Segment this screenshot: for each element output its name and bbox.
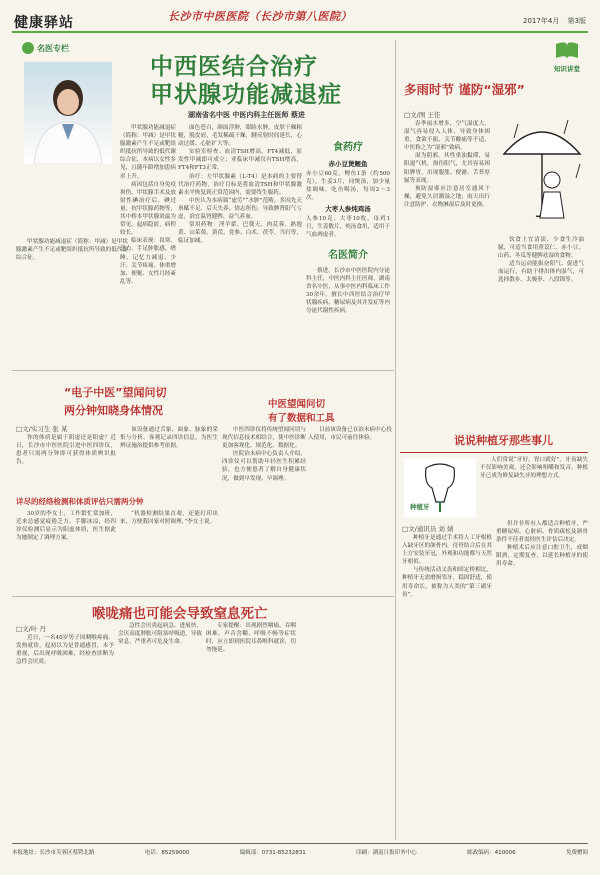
divider-right-vertical — [395, 40, 396, 840]
plant-col1: 种植牙是通过手术将人工牙根植入缺牙区的颌骨内，待骨结合后在其上方安装牙冠，外观和功能都与天然牙相似。 与传统活动义齿和固定桥相比，种植牙无需磨损邻牙，稳固舒适，使用寿命长，被称为人类的“第三副牙齿”。 — [402, 535, 492, 598]
doctor-photo — [24, 62, 112, 164]
therapy-text: 赤小豆60克，鲤鱼1条（约500克），生姜3片，同煲汤，加少量盐调味，吃鱼喝汤，每周2～3次。 — [306, 171, 390, 202]
plant-col2: 但并非所有人都适合种植牙，严重糖尿病、心脏病、骨质疏松及颌骨条件不佳者需经医生评估后决定。 种植术后应注意口腔卫生，戒烟限酒，定期复查，以延长种植牙的使用寿命。 — [496, 521, 588, 568]
section-title: 健康驿站 — [14, 15, 74, 31]
plant-title-rule — [400, 452, 588, 453]
doctor-intro-text: 蔡进，长沙市中医医院内分泌科主任，中医内科主任医师，湖南省名中医，从事中医内科临床工作30余年，擅长中西医结合治疗甲状腺疾病、糖尿病及其并发症等内分泌代谢性疾病。 — [306, 268, 390, 315]
tools-title-line2: 有了数据和工具 — [268, 413, 335, 424]
e-col3: 30岁的李女士，工作繁忙常加班，近来总感觉疲倦乏力、手脚冰凉，经四诊仪检测后显示为阳虚体质，医生据此为她制定了调理方案。 — [16, 511, 116, 542]
expert-column — [12, 38, 132, 368]
main-title-line1: 中西医结合治疗 — [150, 54, 318, 80]
expert-intro: 甲状腺功能减退症（简称：甲减）是甲状腺激素产生不足或靶组织抵抗所导致的低代谢综合征。 — [16, 239, 128, 262]
e-col1: 你的体质是属于阴虚还是阳虚？近日，长沙市中医医院引进中医四诊仪，患者只需两分钟即可获得体质辨识报告。 — [16, 435, 116, 466]
plant-col-right-top: 人们常说“牙好，胃口就好”。牙齿缺失不仅影响美观，还会影响咀嚼和发音，种植牙已成为修复缺失牙的理想方式。 — [480, 457, 588, 480]
footer-note: 免费赠阅 — [565, 850, 588, 856]
masthead-logo: 长沙市中医医院（长沙市第八医院） — [168, 10, 352, 23]
plant-author: □文/通讯员 刘 婧 — [402, 525, 454, 533]
expert-tag: 名医专栏 — [22, 42, 69, 54]
tooth-label: 种植牙 — [410, 503, 430, 511]
footer-print: 印刷：湖南日报印务中心 — [356, 850, 417, 856]
season-author: □文/图 王佳 — [404, 111, 441, 119]
e-title-line2: 两分钟知晓身体情况 — [64, 404, 163, 417]
e-col4: “机器检测结果直观，还能打印出来，方便我回家对照调理。”李女士说。 — [120, 511, 218, 526]
e-col2: 该设备通过舌象、面象、脉象的采集与分析，客观记录四诊信息，为医生辨证施治提供参考依据。 — [120, 427, 218, 450]
e-author: □文/实习生 张 某 — [16, 425, 68, 433]
page-number: 第3版 — [567, 17, 586, 25]
divider-bottom-horizontal — [12, 596, 394, 597]
main-col2: 面色苍白，颜面浮肿，眼睑水肿，皮肤干燥粗糙，脱皮屑，毛发稀疏干燥，腱反射时间延长，心动过缓、心脏扩大等。 实验室检查：血清TSH增高，FT4减低，原发性甲减即可成立；亚临床甲减仅有TSH增高，FT4和FT3正常。 治疗：左甲状腺素（L-T4）是本病的主要替代治疗药物，治疗目标是将血清TSH和甲状腺激素水平恢复到正常范围内，需要终生服药。 中医认为本病属“虚劳”“水肿”范畴，多因先天禀赋不足、后天失养、情志所伤，导致脾肾阳气亏虚，治宜温肾健脾、益气养血。 常用药物：淫羊藿、巴戟天、肉苁蓉、熟地黄、山茱萸、黄芪、党参、白术、茯苓、当归等，临证加减。 — [178, 125, 302, 245]
tools-col2: 目前该设备已在治未病中心投入使用，市民可前往体验。 — [308, 427, 392, 442]
stroke-author: □文/叶 丹 — [16, 625, 46, 633]
date-label: 2017年4月 — [523, 17, 560, 25]
main-col1: 甲状腺功能减退症（简称：甲减）是甲状腺激素产生不足或靶组织抵抗所导致的低代谢综合征，本病以女性多见，且随年龄增加患病率上升。 病因包括自身免疫损伤、甲状腺手术及放射性碘治疗后、碘过量、抗甲状腺药物等，其中桥本甲状腺炎最为常见。起病隐匿，病程较长。 临床表现：畏寒、乏力、手足肿胀感、嗜睡、记忆力减退、少汗、关节疼痛、体重增加、便秘、女性月经紊乱等。 — [120, 125, 176, 285]
book-icon — [554, 40, 580, 60]
season-col2: 饮食上宜清淡，少食生冷油腻，可适当食用薏苡仁、赤小豆、山药、冬瓜等健脾祛湿的食物。 适当运动能振奋阳气、促进气血运行，有助于排出体内湿气，可选择散步、太极拳、八段锦等。 — [498, 237, 584, 284]
therapy-box — [306, 124, 390, 242]
main-title-line2: 甲状腺功能减退症 — [150, 82, 342, 108]
footer-zip: 邮政编码：410006 — [467, 850, 516, 856]
stroke-col2: 急性会厌炎起病急、进展快，会厌高度肿胀可阻塞呼吸道，导致窒息，严重者可危及生命。 — [118, 623, 202, 646]
leaf-icon — [22, 42, 34, 54]
main-byline: 湖南省名中医 中医内科主任医师 蔡进 — [188, 111, 305, 119]
therapy-text2: 人参10克，大枣10枚，母鸡1只，生姜数片，炖汤食用，适用于气血两虚者。 — [306, 216, 390, 239]
footer — [12, 848, 588, 856]
doctor-intro-title: 名医简介 — [328, 250, 368, 261]
stroke-col1: 近日，一名40岁男子因咽喉疼痛、发热就诊，起初以为是普通感冒，未予重视，后出现呼吸困难，经检查诊断为急性会厌炎。 — [16, 635, 114, 666]
footer-email: 编辑部：0731-85232831 — [239, 850, 306, 856]
tooth-illustration — [404, 458, 476, 518]
footer-rule — [12, 843, 588, 844]
season-title: 多雨时节 谨防“湿邪” — [404, 82, 525, 97]
knowledge-tag: 知识讲堂 — [548, 40, 586, 73]
therapy-subtitle2: 大枣人参炖鸡汤 — [325, 205, 371, 213]
doctor-intro-box — [306, 246, 390, 364]
issue-date — [523, 16, 586, 26]
therapy-subtitle: 赤小豆煲鲤鱼 — [328, 160, 368, 168]
season-article — [398, 36, 590, 416]
footer-tel: 电话：85259000 — [144, 850, 190, 856]
umbrella-illustration — [498, 114, 586, 230]
therapy-title: 食药疗 — [333, 142, 363, 153]
header-rule — [12, 31, 588, 33]
stroke-title: 喉咙痛也可能会导致窒息死亡 — [92, 606, 268, 622]
stroke-col3: 专家提醒：出现剧烈咽痛、吞咽困难、声音含糊、呼吸不畅等症状时，应立即到医院耳鼻喉科就诊，切勿拖延。 — [206, 623, 296, 654]
e-subhead: 详尽的经络检测和体质评估只需两分钟 — [16, 497, 144, 506]
e-title-line1: “电子中医”望闻问切 — [64, 386, 167, 399]
divider-mid-horizontal — [12, 370, 394, 371]
tools-title-line1: 中医望闻问切 — [268, 399, 326, 410]
footer-address: 本报地址：长沙市芙蓉区蔡锷北路 — [12, 850, 95, 856]
season-col1: 春季雨水增多，空气湿度大，湿气容易侵入人体，导致身体困重、食欲不振、关节酸痛等不适，中医称之为“湿邪”致病。 湿为阴邪，其性重浊黏滞，易阻遏气机，损伤阳气，尤其容易困阻脾胃，出现腹胀、便溏、舌苔厚腻等表现。 预防湿邪应注意居室通风干燥，避免久居潮湿之地；雨天出行注意防护，衣物淋湿后及时更换。 — [404, 121, 490, 208]
plant-title: 说说种植牙那些事儿 — [454, 434, 553, 447]
tools-col1: 中医四诊仪将传统望闻问切与现代信息技术相结合，使中医诊断更加客观化、规范化、数据化。 医院治未病中心负责人介绍，四诊仪可以帮助年轻医生积累经验，也方便患者了解自身健康状况，做到早发现、早调理。 — [222, 427, 306, 482]
